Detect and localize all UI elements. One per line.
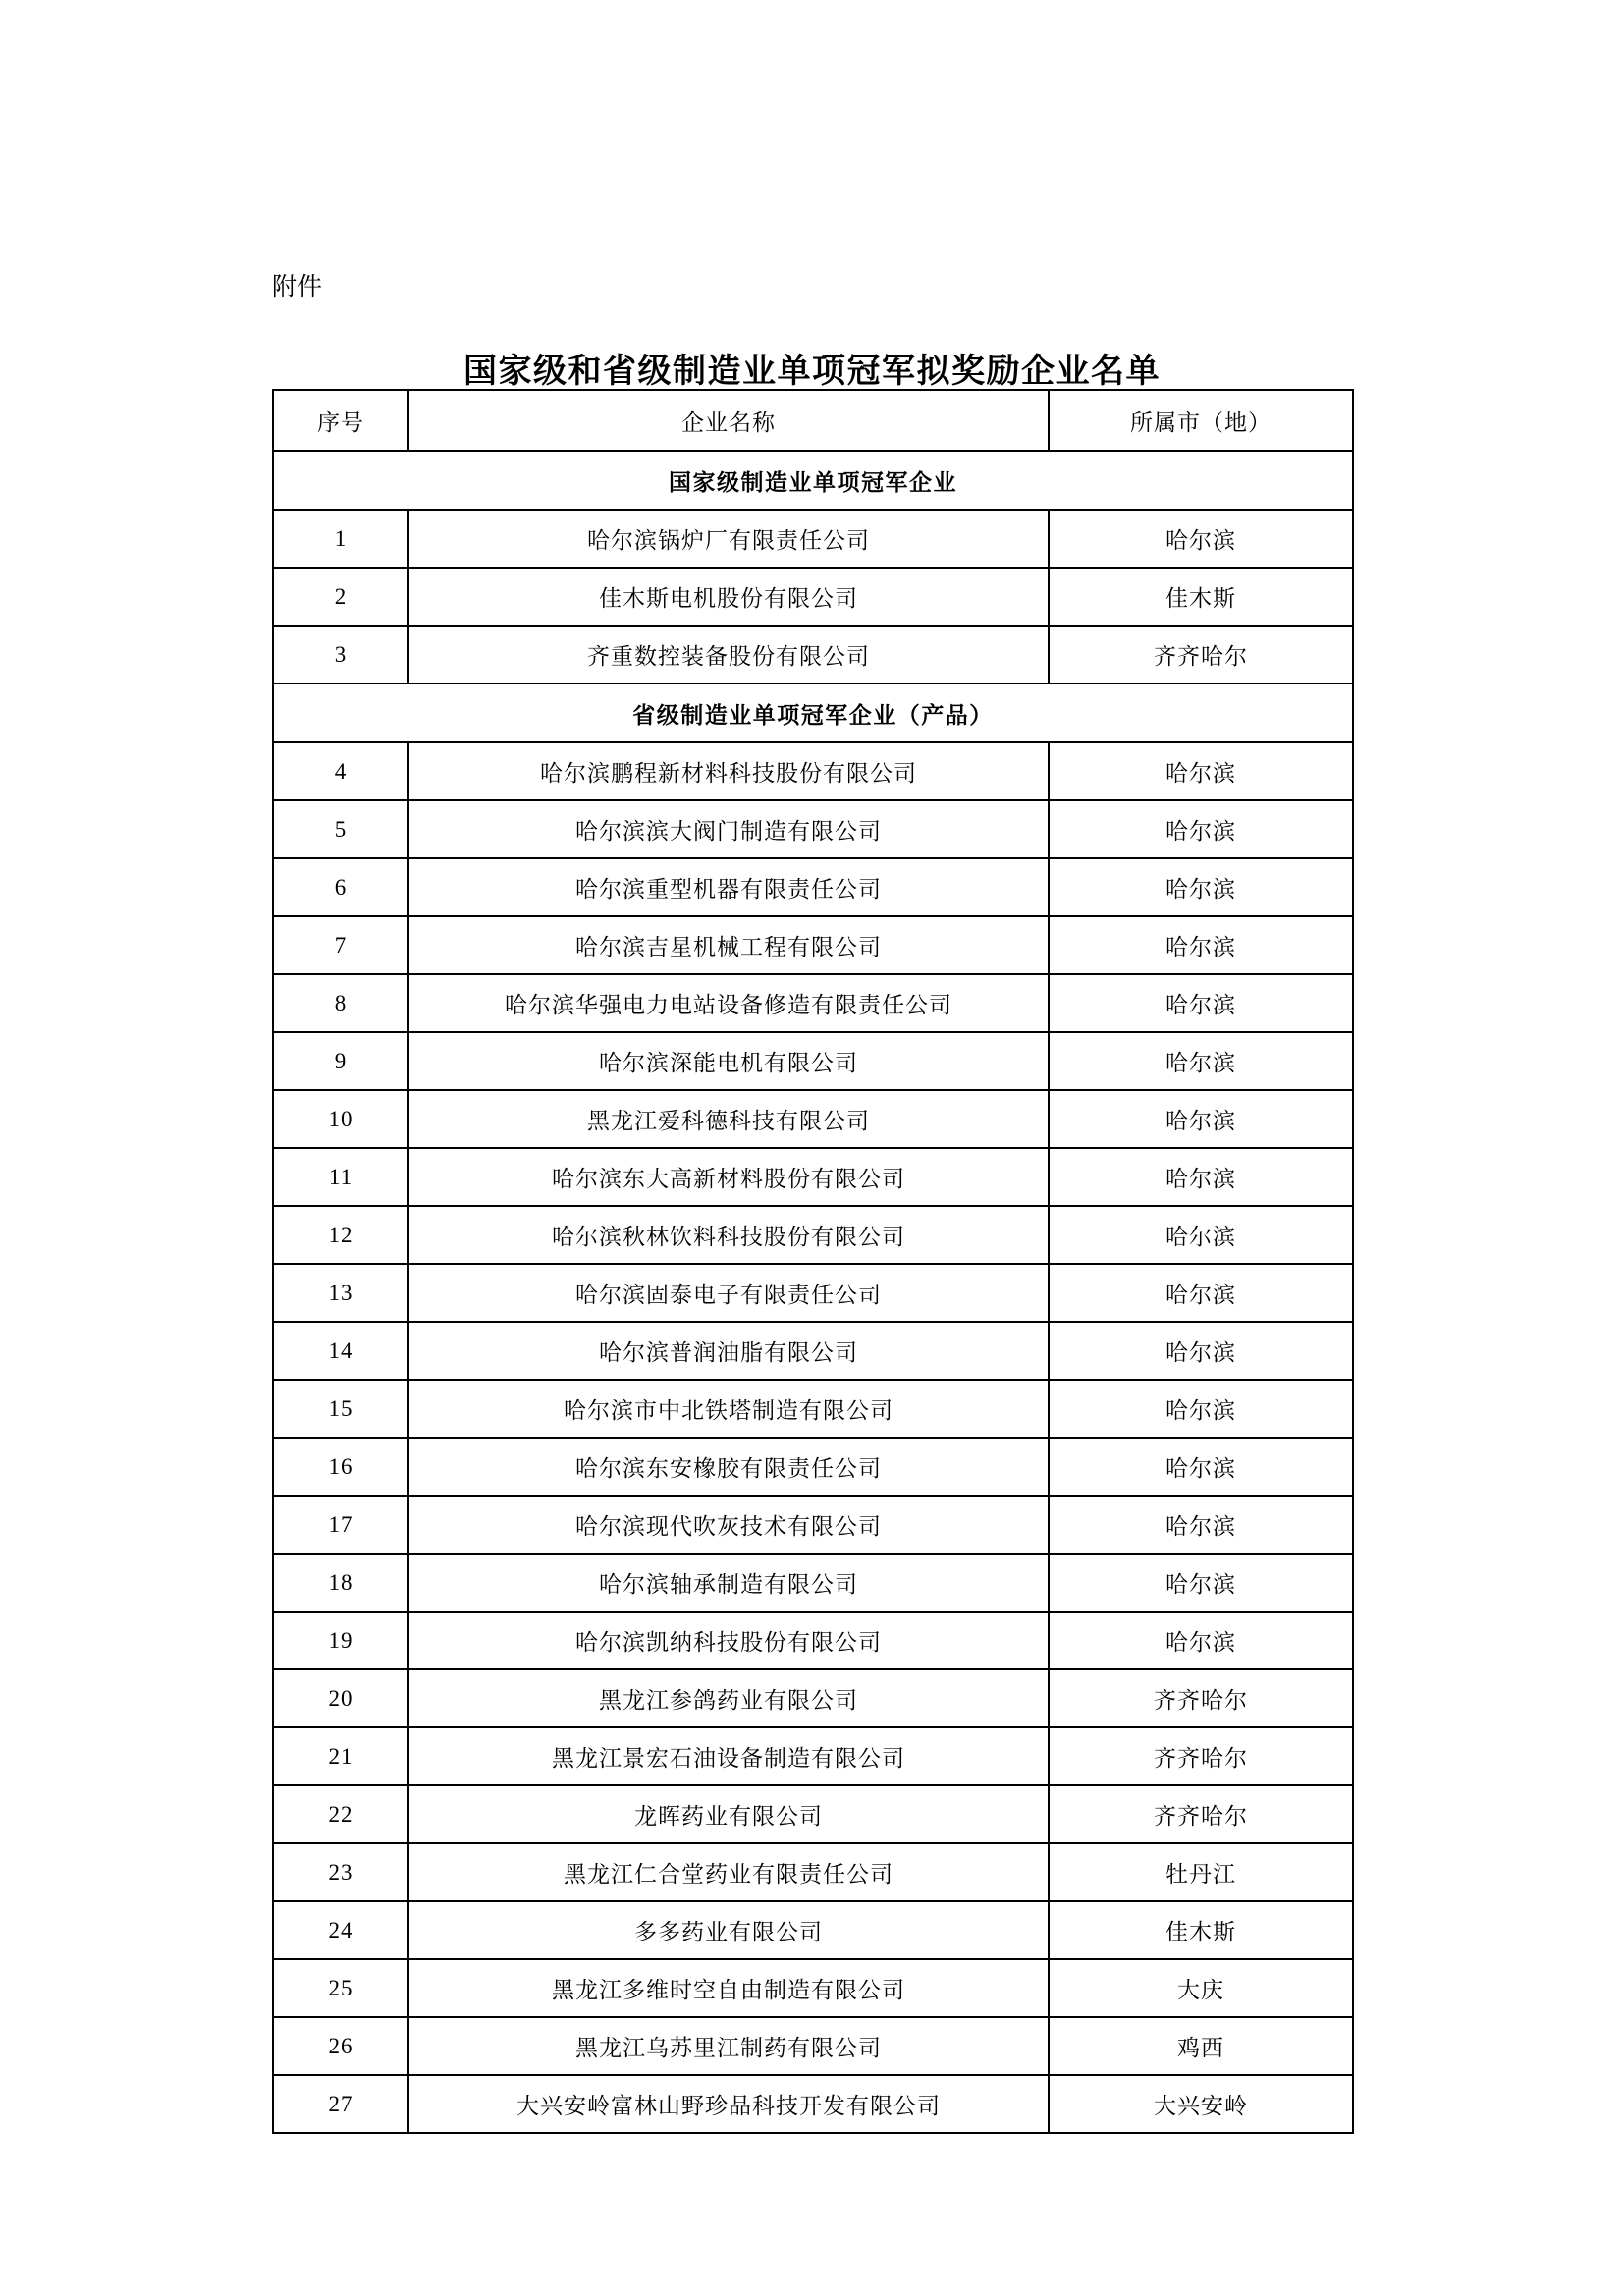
cell-city: 牡丹江	[1049, 1843, 1353, 1901]
cell-enterprise-name: 多多药业有限公司	[408, 1901, 1049, 1959]
cell-enterprise-name: 哈尔滨市中北铁塔制造有限公司	[408, 1380, 1049, 1438]
cell-city: 齐齐哈尔	[1049, 626, 1353, 683]
table-section-heading: 国家级制造业单项冠军企业	[273, 451, 1353, 510]
cell-index: 18	[273, 1554, 408, 1612]
cell-index: 7	[273, 916, 408, 974]
table-row	[273, 916, 1353, 974]
cell-enterprise-name: 哈尔滨轴承制造有限公司	[408, 1554, 1049, 1612]
column-header-enterprise-name: 企业名称	[408, 390, 1049, 451]
cell-index: 25	[273, 1959, 408, 2017]
cell-city: 大兴安岭	[1049, 2075, 1353, 2133]
table-row	[273, 858, 1353, 916]
cell-index: 23	[273, 1843, 408, 1901]
cell-city: 佳木斯	[1049, 568, 1353, 626]
table-row	[273, 1148, 1353, 1206]
cell-index: 5	[273, 800, 408, 858]
cell-city: 哈尔滨	[1049, 1148, 1353, 1206]
cell-enterprise-name: 黑龙江仁合堂药业有限责任公司	[408, 1843, 1049, 1901]
cell-city: 齐齐哈尔	[1049, 1727, 1353, 1785]
cell-index: 4	[273, 742, 408, 800]
cell-city: 哈尔滨	[1049, 974, 1353, 1032]
cell-city: 哈尔滨	[1049, 1380, 1353, 1438]
cell-enterprise-name: 哈尔滨锅炉厂有限责任公司	[408, 510, 1049, 568]
table-row	[273, 742, 1353, 800]
cell-enterprise-name: 黑龙江参鸽药业有限公司	[408, 1669, 1049, 1727]
cell-enterprise-name: 哈尔滨普润油脂有限公司	[408, 1322, 1049, 1380]
cell-enterprise-name: 哈尔滨华强电力电站设备修造有限责任公司	[408, 974, 1049, 1032]
table-row	[273, 1496, 1353, 1554]
cell-enterprise-name: 齐重数控装备股份有限公司	[408, 626, 1049, 683]
cell-city: 哈尔滨	[1049, 800, 1353, 858]
table-row	[273, 1438, 1353, 1496]
column-header-index: 序号	[273, 390, 408, 451]
cell-enterprise-name: 黑龙江乌苏里江制药有限公司	[408, 2017, 1049, 2075]
cell-index: 27	[273, 2075, 408, 2133]
table-row	[273, 1612, 1353, 1669]
table-section-heading: 省级制造业单项冠军企业（产品）	[273, 683, 1353, 742]
cell-enterprise-name: 黑龙江景宏石油设备制造有限公司	[408, 1727, 1049, 1785]
cell-index: 21	[273, 1727, 408, 1785]
cell-city: 哈尔滨	[1049, 916, 1353, 974]
cell-enterprise-name: 哈尔滨重型机器有限责任公司	[408, 858, 1049, 916]
cell-enterprise-name: 哈尔滨现代吹灰技术有限公司	[408, 1496, 1049, 1554]
table-row	[273, 568, 1353, 626]
cell-index: 6	[273, 858, 408, 916]
cell-city: 哈尔滨	[1049, 1438, 1353, 1496]
table-row	[273, 2075, 1353, 2133]
table-row	[273, 1380, 1353, 1438]
table-header	[273, 390, 1353, 451]
cell-enterprise-name: 大兴安岭富林山野珍品科技开发有限公司	[408, 2075, 1049, 2133]
cell-city: 佳木斯	[1049, 1901, 1353, 1959]
table-section-header-row	[273, 683, 1353, 742]
cell-index: 1	[273, 510, 408, 568]
cell-index: 11	[273, 1148, 408, 1206]
cell-index: 17	[273, 1496, 408, 1554]
table-row	[273, 1090, 1353, 1148]
cell-city: 哈尔滨	[1049, 1322, 1353, 1380]
table-row	[273, 510, 1353, 568]
cell-index: 16	[273, 1438, 408, 1496]
cell-city: 鸡西	[1049, 2017, 1353, 2075]
cell-index: 24	[273, 1901, 408, 1959]
cell-city: 哈尔滨	[1049, 858, 1353, 916]
cell-index: 10	[273, 1090, 408, 1148]
cell-enterprise-name: 佳木斯电机股份有限公司	[408, 568, 1049, 626]
cell-index: 9	[273, 1032, 408, 1090]
cell-enterprise-name: 哈尔滨深能电机有限公司	[408, 1032, 1049, 1090]
table-header-row	[273, 390, 1353, 451]
cell-index: 22	[273, 1785, 408, 1843]
cell-city: 哈尔滨	[1049, 1612, 1353, 1669]
cell-city: 哈尔滨	[1049, 1032, 1353, 1090]
cell-enterprise-name: 哈尔滨凯纳科技股份有限公司	[408, 1612, 1049, 1669]
table-row	[273, 626, 1353, 683]
table-row	[273, 1322, 1353, 1380]
cell-enterprise-name: 哈尔滨东大高新材料股份有限公司	[408, 1148, 1049, 1206]
table-row	[273, 1032, 1353, 1090]
cell-city: 哈尔滨	[1049, 510, 1353, 568]
column-header-city: 所属市（地）	[1049, 390, 1353, 451]
cell-index: 2	[273, 568, 408, 626]
enterprise-list-table-container	[272, 389, 1352, 2134]
cell-index: 8	[273, 974, 408, 1032]
table-row	[273, 2017, 1353, 2075]
cell-city: 哈尔滨	[1049, 1554, 1353, 1612]
table-row	[273, 1554, 1353, 1612]
cell-city: 哈尔滨	[1049, 1206, 1353, 1264]
attachment-label: 附件	[272, 274, 324, 301]
table-row	[273, 1785, 1353, 1843]
cell-city: 哈尔滨	[1049, 1264, 1353, 1322]
cell-enterprise-name: 龙晖药业有限公司	[408, 1785, 1049, 1843]
cell-enterprise-name: 哈尔滨东安橡胶有限责任公司	[408, 1438, 1049, 1496]
cell-enterprise-name: 哈尔滨吉星机械工程有限公司	[408, 916, 1049, 974]
page-title: 国家级和省级制造业单项冠军拟奖励企业名单	[463, 353, 1161, 390]
cell-enterprise-name: 黑龙江多维时空自由制造有限公司	[408, 1959, 1049, 2017]
cell-city: 哈尔滨	[1049, 1496, 1353, 1554]
table-row	[273, 1727, 1353, 1785]
table-row	[273, 1843, 1353, 1901]
table-row	[273, 1206, 1353, 1264]
table-row	[273, 800, 1353, 858]
cell-index: 13	[273, 1264, 408, 1322]
table-row	[273, 974, 1353, 1032]
cell-enterprise-name: 哈尔滨固泰电子有限责任公司	[408, 1264, 1049, 1322]
table-row	[273, 1669, 1353, 1727]
cell-index: 14	[273, 1322, 408, 1380]
cell-enterprise-name: 黑龙江爱科德科技有限公司	[408, 1090, 1049, 1148]
table-row	[273, 1959, 1353, 2017]
enterprise-list-table	[272, 389, 1354, 2134]
table-body	[273, 451, 1353, 2133]
table-row	[273, 1264, 1353, 1322]
table-row	[273, 1901, 1353, 1959]
cell-enterprise-name: 哈尔滨秋林饮料科技股份有限公司	[408, 1206, 1049, 1264]
cell-city: 哈尔滨	[1049, 742, 1353, 800]
cell-index: 19	[273, 1612, 408, 1669]
cell-index: 12	[273, 1206, 408, 1264]
cell-enterprise-name: 哈尔滨滨大阀门制造有限公司	[408, 800, 1049, 858]
cell-city: 大庆	[1049, 1959, 1353, 2017]
table-section-header-row	[273, 451, 1353, 510]
cell-index: 26	[273, 2017, 408, 2075]
cell-city: 齐齐哈尔	[1049, 1785, 1353, 1843]
cell-city: 哈尔滨	[1049, 1090, 1353, 1148]
cell-index: 20	[273, 1669, 408, 1727]
cell-enterprise-name: 哈尔滨鹏程新材料科技股份有限公司	[408, 742, 1049, 800]
cell-index: 15	[273, 1380, 408, 1438]
cell-index: 3	[273, 626, 408, 683]
cell-city: 齐齐哈尔	[1049, 1669, 1353, 1727]
